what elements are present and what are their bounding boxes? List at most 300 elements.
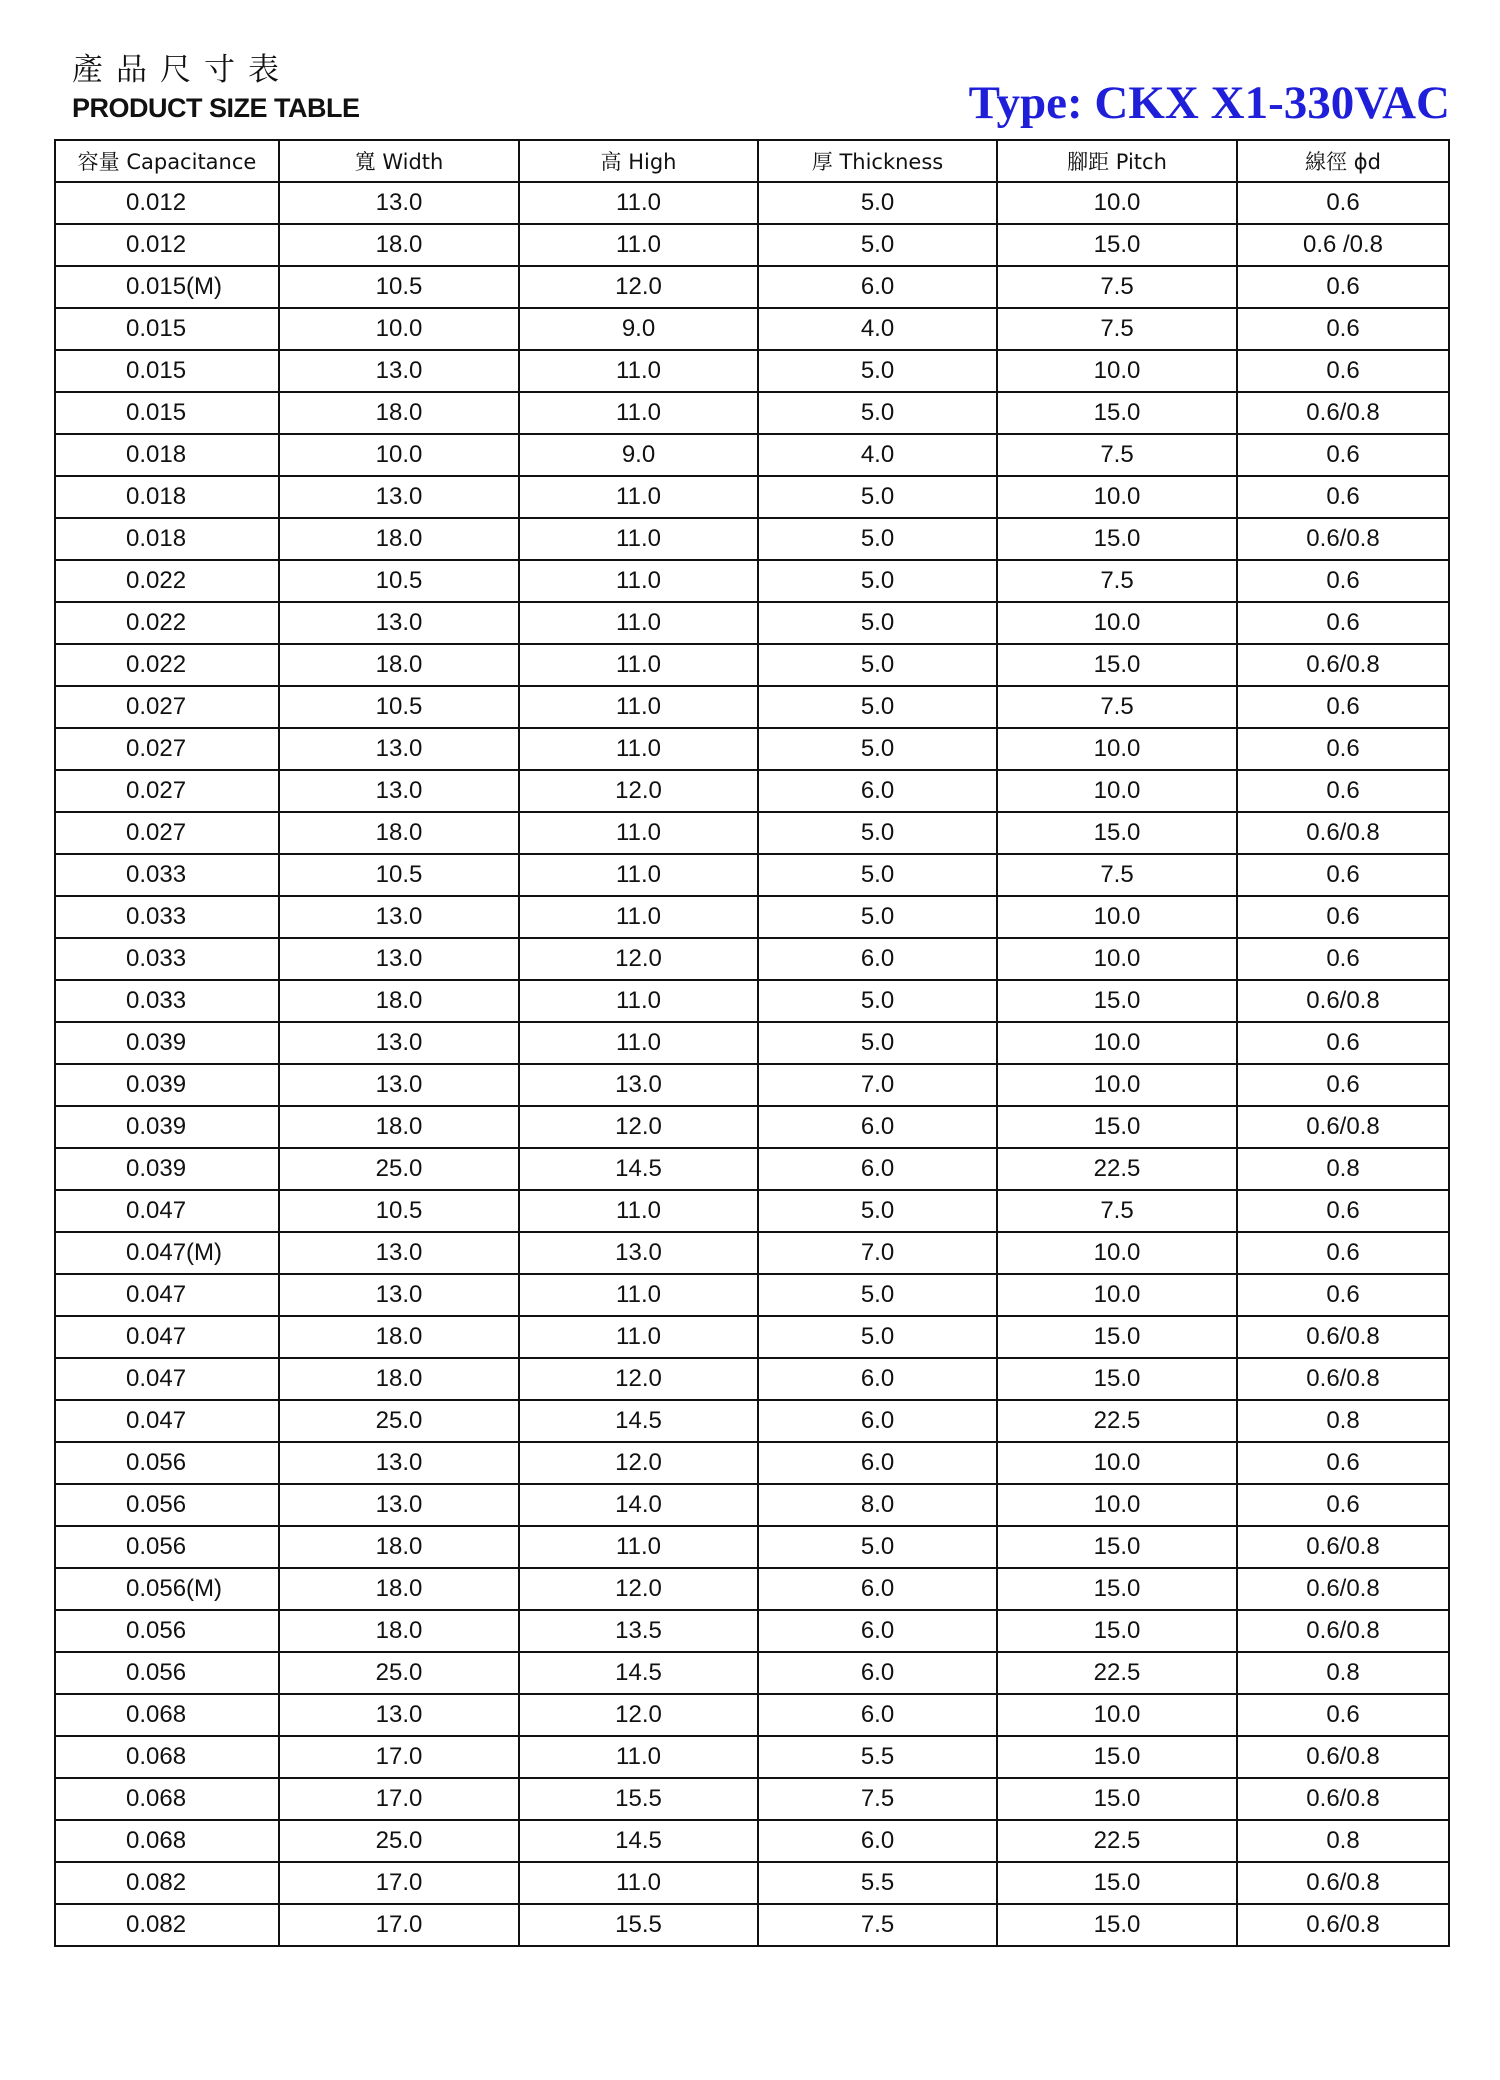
cell-high: 12.0: [519, 1442, 758, 1484]
cell-thickness: 5.0: [758, 560, 997, 602]
cell-pitch: 10.0: [997, 350, 1237, 392]
cell-pitch: 22.5: [997, 1652, 1237, 1694]
table-row: [55, 1106, 1449, 1148]
cell-high: 11.0: [519, 182, 758, 224]
table-row: [55, 560, 1449, 602]
cell-thickness: 7.5: [758, 1904, 997, 1946]
cell-capacitance: 0.033: [55, 854, 279, 896]
table-row: [55, 686, 1449, 728]
cell-width: 13.0: [279, 1484, 519, 1526]
cell-high: 11.0: [519, 1316, 758, 1358]
cell-width: 25.0: [279, 1652, 519, 1694]
cell-thickness: 6.0: [758, 1610, 997, 1652]
cell-pitch: 10.0: [997, 1232, 1237, 1274]
cell-thickness: 5.0: [758, 1274, 997, 1316]
cell-capacitance: 0.027: [55, 686, 279, 728]
cell-width: 13.0: [279, 350, 519, 392]
cell-thickness: 7.5: [758, 1778, 997, 1820]
table-row: [55, 728, 1449, 770]
cell-high: 14.5: [519, 1400, 758, 1442]
cell-high: 11.0: [519, 392, 758, 434]
cell-width: 17.0: [279, 1862, 519, 1904]
cell-width: 13.0: [279, 770, 519, 812]
cell-capacitance: 0.033: [55, 938, 279, 980]
column-header-width: 寬 Width: [279, 140, 519, 182]
cell-pitch: 7.5: [997, 686, 1237, 728]
cell-thickness: 5.0: [758, 1316, 997, 1358]
cell-width: 13.0: [279, 182, 519, 224]
cell-capacitance: 0.082: [55, 1904, 279, 1946]
table-row: [55, 1904, 1449, 1946]
cell-wire-diameter: 0.6: [1237, 434, 1449, 476]
cell-pitch: 15.0: [997, 644, 1237, 686]
cell-width: 13.0: [279, 938, 519, 980]
cell-high: 11.0: [519, 224, 758, 266]
cell-width: 13.0: [279, 1232, 519, 1274]
cell-width: 18.0: [279, 1316, 519, 1358]
table-row: [55, 476, 1449, 518]
cell-pitch: 7.5: [997, 266, 1237, 308]
table-row: [55, 392, 1449, 434]
cell-pitch: 15.0: [997, 1358, 1237, 1400]
cell-thickness: 7.0: [758, 1064, 997, 1106]
table-row: [55, 1862, 1449, 1904]
cell-high: 11.0: [519, 644, 758, 686]
cell-wire-diameter: 0.6/0.8: [1237, 1778, 1449, 1820]
cell-pitch: 7.5: [997, 560, 1237, 602]
cell-high: 12.0: [519, 266, 758, 308]
cell-wire-diameter: 0.6/0.8: [1237, 644, 1449, 686]
cell-capacitance: 0.027: [55, 770, 279, 812]
table-row: [55, 224, 1449, 266]
cell-thickness: 5.0: [758, 224, 997, 266]
cell-high: 11.0: [519, 1274, 758, 1316]
cell-wire-diameter: 0.6 /0.8: [1237, 224, 1449, 266]
cell-capacitance: 0.039: [55, 1106, 279, 1148]
table-row: [55, 350, 1449, 392]
cell-width: 13.0: [279, 1064, 519, 1106]
table-row: [55, 1778, 1449, 1820]
cell-high: 11.0: [519, 980, 758, 1022]
table-row: [55, 770, 1449, 812]
cell-pitch: 15.0: [997, 1568, 1237, 1610]
cell-high: 12.0: [519, 1358, 758, 1400]
cell-capacitance: 0.015: [55, 350, 279, 392]
column-header-pitch: 腳距 Pitch: [997, 140, 1237, 182]
cell-pitch: 15.0: [997, 980, 1237, 1022]
cell-capacitance: 0.022: [55, 644, 279, 686]
cell-wire-diameter: 0.6: [1237, 1022, 1449, 1064]
cell-pitch: 22.5: [997, 1400, 1237, 1442]
cell-thickness: 6.0: [758, 1652, 997, 1694]
cell-capacitance: 0.047: [55, 1358, 279, 1400]
table-row: [55, 1358, 1449, 1400]
cell-capacitance: 0.047: [55, 1190, 279, 1232]
cell-width: 10.0: [279, 434, 519, 476]
column-header-wire-diameter: 線徑 ϕd: [1237, 140, 1449, 182]
table-row: [55, 980, 1449, 1022]
cell-capacitance: 0.012: [55, 224, 279, 266]
cell-high: 15.5: [519, 1778, 758, 1820]
cell-thickness: 5.0: [758, 392, 997, 434]
cell-width: 18.0: [279, 980, 519, 1022]
column-header-capacitance: 容量 Capacitance: [55, 140, 279, 182]
cell-wire-diameter: 0.6/0.8: [1237, 1904, 1449, 1946]
cell-high: 11.0: [519, 1190, 758, 1232]
cell-capacitance: 0.033: [55, 980, 279, 1022]
cell-wire-diameter: 0.6: [1237, 938, 1449, 980]
table-row: [55, 644, 1449, 686]
cell-capacitance: 0.056: [55, 1484, 279, 1526]
table-row: [55, 602, 1449, 644]
cell-thickness: 7.0: [758, 1232, 997, 1274]
cell-high: 11.0: [519, 560, 758, 602]
cell-pitch: 22.5: [997, 1820, 1237, 1862]
cell-wire-diameter: 0.8: [1237, 1400, 1449, 1442]
cell-thickness: 5.0: [758, 980, 997, 1022]
cell-wire-diameter: 0.6: [1237, 1484, 1449, 1526]
cell-high: 11.0: [519, 350, 758, 392]
cell-pitch: 10.0: [997, 1274, 1237, 1316]
cell-pitch: 15.0: [997, 1610, 1237, 1652]
cell-width: 17.0: [279, 1778, 519, 1820]
table-row: [55, 266, 1449, 308]
cell-high: 11.0: [519, 476, 758, 518]
table-body: [55, 182, 1449, 1946]
cell-wire-diameter: 0.8: [1237, 1820, 1449, 1862]
cell-pitch: 10.0: [997, 938, 1237, 980]
cell-high: 11.0: [519, 1526, 758, 1568]
cell-capacitance: 0.015: [55, 392, 279, 434]
table-row: [55, 434, 1449, 476]
cell-thickness: 5.0: [758, 1526, 997, 1568]
cell-capacitance: 0.012: [55, 182, 279, 224]
cell-width: 10.5: [279, 854, 519, 896]
cell-wire-diameter: 0.6: [1237, 770, 1449, 812]
cell-pitch: 15.0: [997, 812, 1237, 854]
cell-capacitance: 0.039: [55, 1064, 279, 1106]
cell-pitch: 15.0: [997, 1106, 1237, 1148]
table-row: [55, 854, 1449, 896]
table-row: [55, 1190, 1449, 1232]
cell-width: 18.0: [279, 1568, 519, 1610]
table-row: [55, 1526, 1449, 1568]
cell-width: 17.0: [279, 1736, 519, 1778]
cell-width: 13.0: [279, 896, 519, 938]
cell-width: 25.0: [279, 1148, 519, 1190]
cell-thickness: 6.0: [758, 1358, 997, 1400]
cell-pitch: 7.5: [997, 434, 1237, 476]
table-row: [55, 1148, 1449, 1190]
cell-wire-diameter: 0.6: [1237, 476, 1449, 518]
cell-wire-diameter: 0.6: [1237, 1274, 1449, 1316]
table-row: [55, 1694, 1449, 1736]
cell-pitch: 15.0: [997, 518, 1237, 560]
column-header-high: 高 High: [519, 140, 758, 182]
page-title-english: PRODUCT SIZE TABLE: [72, 93, 360, 123]
table-row: [55, 1484, 1449, 1526]
cell-high: 14.0: [519, 1484, 758, 1526]
cell-thickness: 6.0: [758, 1106, 997, 1148]
cell-capacitance: 0.068: [55, 1736, 279, 1778]
cell-wire-diameter: 0.6: [1237, 308, 1449, 350]
cell-high: 9.0: [519, 434, 758, 476]
cell-width: 18.0: [279, 1526, 519, 1568]
cell-capacitance: 0.056: [55, 1526, 279, 1568]
table-row: [55, 1274, 1449, 1316]
cell-high: 11.0: [519, 728, 758, 770]
cell-capacitance: 0.015: [55, 308, 279, 350]
cell-capacitance: 0.068: [55, 1778, 279, 1820]
cell-capacitance: 0.047: [55, 1400, 279, 1442]
cell-thickness: 4.0: [758, 308, 997, 350]
cell-pitch: 10.0: [997, 770, 1237, 812]
cell-thickness: 6.0: [758, 1442, 997, 1484]
cell-width: 13.0: [279, 1022, 519, 1064]
cell-capacitance: 0.068: [55, 1820, 279, 1862]
cell-high: 11.0: [519, 896, 758, 938]
cell-wire-diameter: 0.6/0.8: [1237, 1106, 1449, 1148]
cell-pitch: 15.0: [997, 1316, 1237, 1358]
cell-wire-diameter: 0.6: [1237, 1232, 1449, 1274]
cell-pitch: 15.0: [997, 1862, 1237, 1904]
cell-wire-diameter: 0.6: [1237, 1442, 1449, 1484]
cell-width: 25.0: [279, 1820, 519, 1862]
cell-wire-diameter: 0.6: [1237, 182, 1449, 224]
cell-width: 10.5: [279, 560, 519, 602]
cell-capacitance: 0.039: [55, 1148, 279, 1190]
cell-width: 10.0: [279, 308, 519, 350]
cell-pitch: 15.0: [997, 1526, 1237, 1568]
cell-thickness: 5.0: [758, 476, 997, 518]
table-row: [55, 1820, 1449, 1862]
cell-width: 13.0: [279, 602, 519, 644]
table-row: [55, 1064, 1449, 1106]
cell-thickness: 6.0: [758, 938, 997, 980]
cell-width: 13.0: [279, 728, 519, 770]
cell-wire-diameter: 0.6/0.8: [1237, 1610, 1449, 1652]
cell-capacitance: 0.039: [55, 1022, 279, 1064]
cell-pitch: 10.0: [997, 602, 1237, 644]
cell-wire-diameter: 0.6/0.8: [1237, 1568, 1449, 1610]
table-row: [55, 1568, 1449, 1610]
page-title-chinese: 產品尺寸表: [72, 52, 292, 88]
cell-pitch: 15.0: [997, 1904, 1237, 1946]
cell-width: 10.5: [279, 1190, 519, 1232]
cell-thickness: 6.0: [758, 1568, 997, 1610]
cell-high: 12.0: [519, 1568, 758, 1610]
cell-capacitance: 0.027: [55, 728, 279, 770]
cell-width: 18.0: [279, 1106, 519, 1148]
cell-wire-diameter: 0.6: [1237, 266, 1449, 308]
cell-pitch: 10.0: [997, 1442, 1237, 1484]
cell-wire-diameter: 0.6/0.8: [1237, 1862, 1449, 1904]
cell-capacitance: 0.056(M): [55, 1568, 279, 1610]
cell-pitch: 15.0: [997, 392, 1237, 434]
cell-thickness: 5.0: [758, 896, 997, 938]
cell-thickness: 5.0: [758, 686, 997, 728]
cell-high: 11.0: [519, 1022, 758, 1064]
cell-wire-diameter: 0.6: [1237, 560, 1449, 602]
cell-high: 11.0: [519, 812, 758, 854]
cell-high: 11.0: [519, 1736, 758, 1778]
cell-thickness: 6.0: [758, 1400, 997, 1442]
table-row: [55, 1652, 1449, 1694]
cell-width: 13.0: [279, 476, 519, 518]
cell-high: 11.0: [519, 1862, 758, 1904]
cell-wire-diameter: 0.6: [1237, 1064, 1449, 1106]
cell-thickness: 5.0: [758, 602, 997, 644]
product-type-label: Type: CKX X1-330VAC: [968, 77, 1450, 129]
cell-thickness: 4.0: [758, 434, 997, 476]
cell-pitch: 10.0: [997, 896, 1237, 938]
cell-pitch: 7.5: [997, 854, 1237, 896]
cell-high: 11.0: [519, 686, 758, 728]
table-row: [55, 1316, 1449, 1358]
cell-thickness: 5.0: [758, 644, 997, 686]
cell-capacitance: 0.056: [55, 1652, 279, 1694]
cell-pitch: 15.0: [997, 1778, 1237, 1820]
cell-capacitance: 0.082: [55, 1862, 279, 1904]
cell-width: 13.0: [279, 1694, 519, 1736]
cell-pitch: 10.0: [997, 1064, 1237, 1106]
cell-thickness: 5.0: [758, 350, 997, 392]
cell-capacitance: 0.068: [55, 1694, 279, 1736]
cell-wire-diameter: 0.6: [1237, 350, 1449, 392]
cell-wire-diameter: 0.6: [1237, 1190, 1449, 1232]
cell-wire-diameter: 0.8: [1237, 1148, 1449, 1190]
cell-thickness: 6.0: [758, 1820, 997, 1862]
cell-capacitance: 0.022: [55, 602, 279, 644]
cell-wire-diameter: 0.6: [1237, 1694, 1449, 1736]
cell-capacitance: 0.033: [55, 896, 279, 938]
cell-width: 17.0: [279, 1904, 519, 1946]
cell-width: 18.0: [279, 1610, 519, 1652]
cell-pitch: 7.5: [997, 1190, 1237, 1232]
cell-wire-diameter: 0.6/0.8: [1237, 392, 1449, 434]
cell-wire-diameter: 0.6: [1237, 896, 1449, 938]
table-row: [55, 1736, 1449, 1778]
cell-width: 13.0: [279, 1274, 519, 1316]
cell-thickness: 5.0: [758, 728, 997, 770]
cell-capacitance: 0.018: [55, 434, 279, 476]
cell-pitch: 10.0: [997, 1484, 1237, 1526]
cell-high: 13.0: [519, 1232, 758, 1274]
cell-high: 12.0: [519, 938, 758, 980]
cell-wire-diameter: 0.6/0.8: [1237, 980, 1449, 1022]
cell-high: 12.0: [519, 1106, 758, 1148]
cell-width: 18.0: [279, 1358, 519, 1400]
cell-width: 18.0: [279, 812, 519, 854]
cell-high: 12.0: [519, 1694, 758, 1736]
cell-high: 14.5: [519, 1652, 758, 1694]
cell-thickness: 6.0: [758, 1148, 997, 1190]
cell-thickness: 6.0: [758, 770, 997, 812]
cell-pitch: 10.0: [997, 728, 1237, 770]
table-row: [55, 1610, 1449, 1652]
cell-wire-diameter: 0.8: [1237, 1652, 1449, 1694]
cell-high: 12.0: [519, 770, 758, 812]
cell-width: 10.5: [279, 686, 519, 728]
cell-high: 9.0: [519, 308, 758, 350]
cell-width: 18.0: [279, 518, 519, 560]
cell-thickness: 6.0: [758, 1694, 997, 1736]
cell-wire-diameter: 0.6/0.8: [1237, 1736, 1449, 1778]
cell-capacitance: 0.056: [55, 1610, 279, 1652]
cell-width: 10.5: [279, 266, 519, 308]
cell-width: 18.0: [279, 392, 519, 434]
cell-capacitance: 0.047(M): [55, 1232, 279, 1274]
table-row: [55, 1022, 1449, 1064]
cell-capacitance: 0.018: [55, 476, 279, 518]
cell-wire-diameter: 0.6: [1237, 854, 1449, 896]
cell-high: 15.5: [519, 1904, 758, 1946]
cell-high: 11.0: [519, 518, 758, 560]
cell-thickness: 5.0: [758, 1190, 997, 1232]
cell-high: 14.5: [519, 1148, 758, 1190]
table-row: [55, 896, 1449, 938]
table-row: [55, 812, 1449, 854]
cell-pitch: 10.0: [997, 182, 1237, 224]
table-row: [55, 1232, 1449, 1274]
cell-wire-diameter: 0.6: [1237, 686, 1449, 728]
cell-pitch: 10.0: [997, 1694, 1237, 1736]
cell-high: 13.0: [519, 1064, 758, 1106]
cell-wire-diameter: 0.6/0.8: [1237, 518, 1449, 560]
cell-high: 11.0: [519, 854, 758, 896]
cell-wire-diameter: 0.6/0.8: [1237, 1316, 1449, 1358]
table-row: [55, 1400, 1449, 1442]
cell-capacitance: 0.047: [55, 1274, 279, 1316]
cell-width: 18.0: [279, 644, 519, 686]
cell-capacitance: 0.047: [55, 1316, 279, 1358]
cell-wire-diameter: 0.6/0.8: [1237, 1526, 1449, 1568]
cell-capacitance: 0.015(M): [55, 266, 279, 308]
cell-wire-diameter: 0.6: [1237, 602, 1449, 644]
cell-wire-diameter: 0.6: [1237, 728, 1449, 770]
cell-wire-diameter: 0.6/0.8: [1237, 1358, 1449, 1400]
cell-capacitance: 0.056: [55, 1442, 279, 1484]
cell-high: 14.5: [519, 1820, 758, 1862]
cell-pitch: 10.0: [997, 1022, 1237, 1064]
table-row: [55, 1442, 1449, 1484]
product-size-table: [54, 139, 1450, 1947]
table-row: [55, 308, 1449, 350]
cell-pitch: 22.5: [997, 1148, 1237, 1190]
cell-thickness: 5.0: [758, 518, 997, 560]
table-row: [55, 518, 1449, 560]
cell-width: 18.0: [279, 224, 519, 266]
cell-thickness: 5.0: [758, 1022, 997, 1064]
cell-high: 11.0: [519, 602, 758, 644]
cell-width: 25.0: [279, 1400, 519, 1442]
cell-pitch: 7.5: [997, 308, 1237, 350]
cell-thickness: 6.0: [758, 266, 997, 308]
table-row: [55, 182, 1449, 224]
cell-width: 13.0: [279, 1442, 519, 1484]
cell-capacitance: 0.018: [55, 518, 279, 560]
cell-thickness: 8.0: [758, 1484, 997, 1526]
table-header-row: [55, 140, 1449, 182]
cell-pitch: 15.0: [997, 224, 1237, 266]
cell-thickness: 5.5: [758, 1862, 997, 1904]
table-row: [55, 938, 1449, 980]
cell-capacitance: 0.027: [55, 812, 279, 854]
cell-pitch: 10.0: [997, 476, 1237, 518]
cell-high: 13.5: [519, 1610, 758, 1652]
cell-thickness: 5.0: [758, 854, 997, 896]
cell-thickness: 5.5: [758, 1736, 997, 1778]
